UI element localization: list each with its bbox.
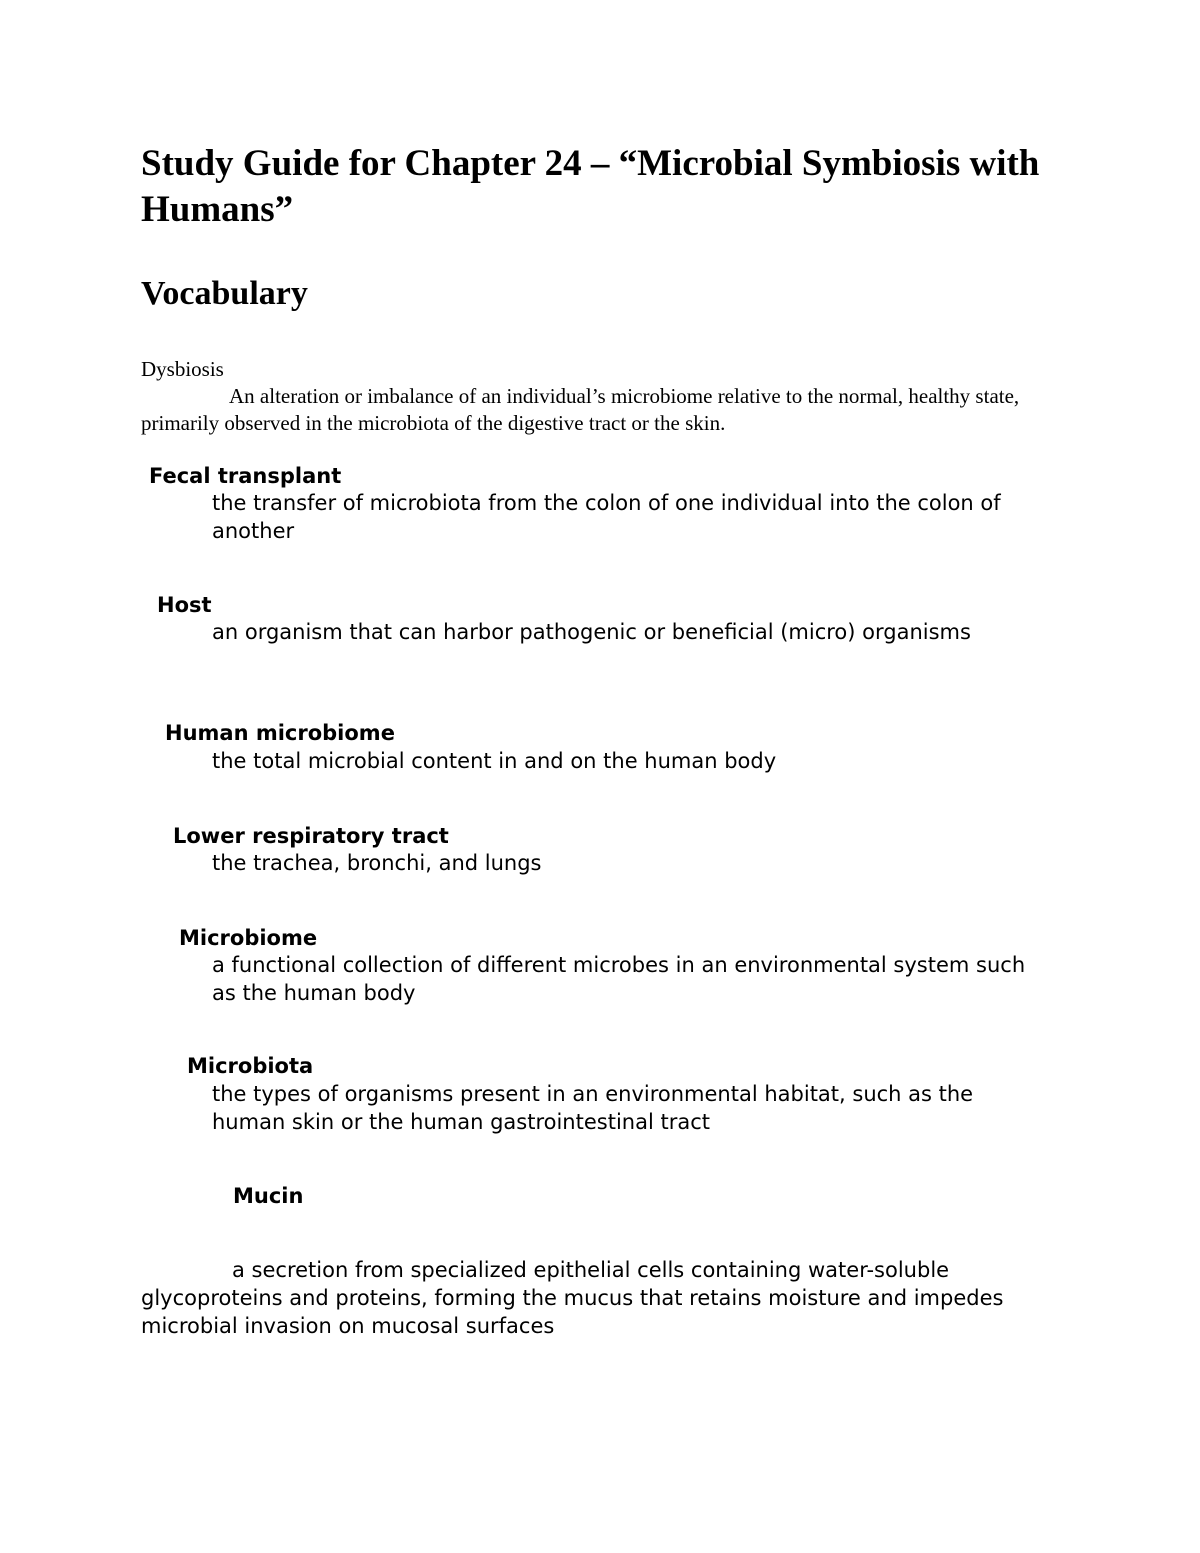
definition-microbiome: a functional collection of different microbes in an environmental system such as the human body [212, 953, 1026, 1005]
document-title: Study Guide for Chapter 24 – “Microbial Symbiosis with Humans” [141, 143, 1040, 230]
definition-mucin: a secretion from specialized epithelial cells containing water-soluble glycoproteins and proteins, forming the mucus that retains moisture and impedes microbial invasion on mucosal surfaces [141, 1258, 1004, 1338]
term-fecal-transplant: Fecal transplant [149, 464, 342, 488]
term-dysbiosis: Dysbiosis [141, 357, 224, 381]
term-lower-respiratory-tract: Lower respiratory tract [173, 824, 449, 848]
definition-host: an organism that can harbor pathogenic or beneficial (micro) organisms [212, 620, 971, 644]
definition-microbiota: the types of organisms present in an environmental habitat, such as the human skin or the human gastrointestinal tract [212, 1082, 974, 1134]
definition-dysbiosis: An alteration or imbalance of an individual’s microbiome relative to the normal, healthy state, primarily observed in the microbiota of the digestive tract or the skin. [141, 384, 1020, 435]
section-heading-vocabulary: Vocabulary [141, 275, 308, 312]
term-mucin: Mucin [233, 1184, 304, 1208]
definition-fecal-transplant: the transfer of microbiota from the colon of one individual into the colon of another [212, 491, 1001, 543]
term-human-microbiome: Human microbiome [165, 721, 395, 745]
definition-lower-respiratory-tract: the trachea, bronchi, and lungs [212, 851, 542, 875]
term-host: Host [157, 593, 212, 617]
definition-human-microbiome: the total microbial content in and on the human body [212, 749, 777, 773]
term-microbiota: Microbiota [187, 1054, 314, 1078]
term-microbiome: Microbiome [179, 926, 318, 950]
